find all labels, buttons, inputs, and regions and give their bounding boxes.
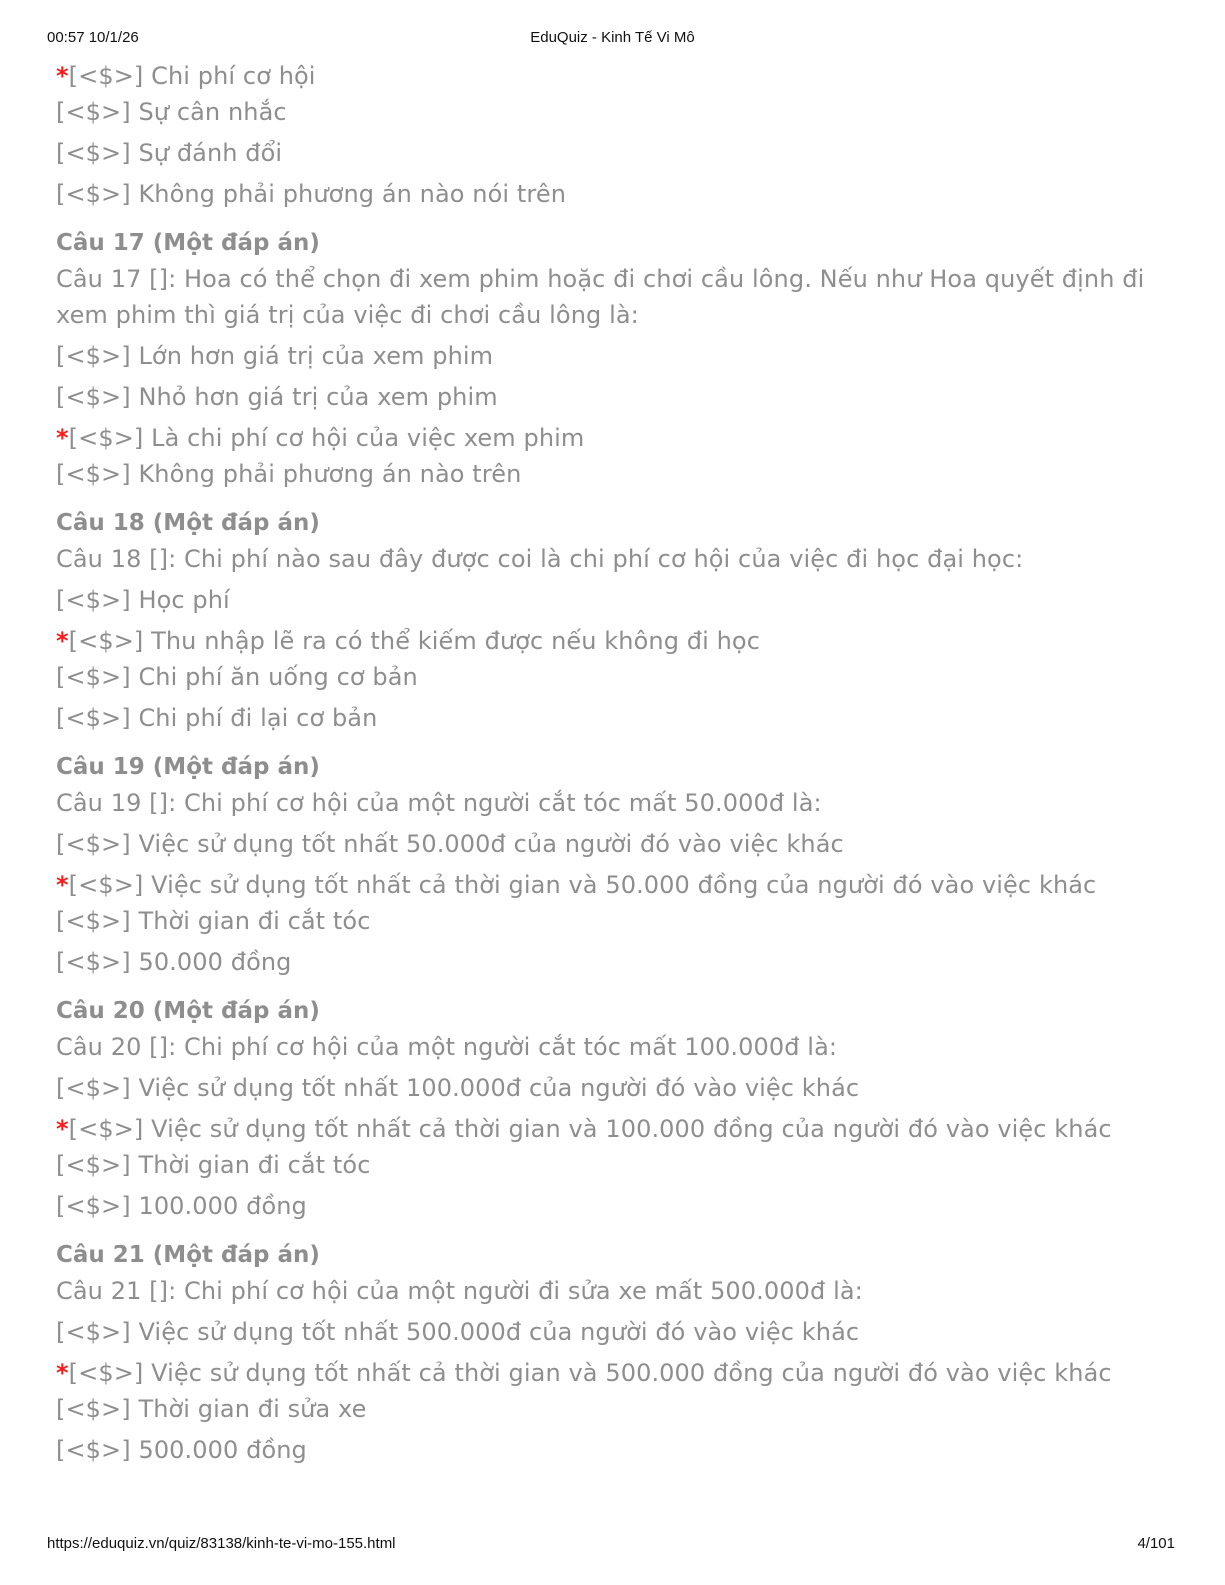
answer-option-text: [<$>] Sự đánh đổi — [56, 139, 283, 167]
answer-option-text: [<$>] Thời gian đi sửa xe — [56, 1395, 367, 1423]
quiz-content — [56, 58, 1176, 1473]
previous-question-options — [56, 58, 1176, 212]
answer-option — [56, 1391, 1176, 1427]
answer-option-text: [<$>] Việc sử dụng tốt nhất cả thời gian và 50.000 đồng của người đó vào việc khác — [68, 871, 1097, 899]
answer-option-text: [<$>] Thời gian đi cắt tóc — [56, 1151, 371, 1179]
question-block — [56, 1237, 1176, 1468]
answer-option — [56, 582, 1176, 618]
answer-option-text: [<$>] Việc sử dụng tốt nhất cả thời gian và 500.000 đồng của người đó vào việc khác — [68, 1359, 1112, 1387]
answer-option — [56, 944, 1176, 980]
question-text: Câu 20 []: Chi phí cơ hội của một người cắt tóc mất 100.000đ là: — [56, 1033, 838, 1061]
question-text: Câu 19 []: Chi phí cơ hội của một người cắt tóc mất 50.000đ là: — [56, 789, 822, 817]
answer-option-text: [<$>] Chi phí đi lại cơ bản — [56, 704, 378, 732]
answer-option — [56, 700, 1176, 736]
answer-option-text: [<$>] Không phải phương án nào nói trên — [56, 180, 567, 208]
question-text: Câu 18 []: Chi phí nào sau đây được coi là chi phí cơ hội của việc đi học đại học: — [56, 545, 1024, 573]
page-number: 4/101 — [1137, 1535, 1175, 1552]
question-heading: Câu 21 (Một đáp án) — [56, 1242, 320, 1268]
answer-option-correct — [56, 1355, 1176, 1391]
answer-option — [56, 338, 1176, 374]
correct-answer-marker: * — [56, 424, 69, 452]
question-text: Câu 17 []: Hoa có thể chọn đi xem phim hoặc đi chơi cầu lông. Nếu như Hoa quyết định đi xem phim thì giá trị của việc đi chơi cầu lông là: — [56, 265, 1145, 329]
correct-answer-marker: * — [56, 627, 69, 655]
page-title: EduQuiz - Kinh Tế Vi Mô — [530, 29, 695, 46]
answer-option-text: [<$>] Việc sử dụng tốt nhất cả thời gian và 100.000 đồng của người đó vào việc khác — [68, 1115, 1112, 1143]
answer-option — [56, 826, 1176, 862]
answer-option-correct — [56, 58, 1176, 94]
correct-answer-marker: * — [56, 1115, 69, 1143]
answer-option — [56, 659, 1176, 695]
answer-option — [56, 1147, 1176, 1183]
answer-option-text: [<$>] Thời gian đi cắt tóc — [56, 907, 371, 935]
answer-option — [56, 1188, 1176, 1224]
answer-option-text: [<$>] Lớn hơn giá trị của xem phim — [56, 342, 494, 370]
answer-option — [56, 1314, 1176, 1350]
print-datetime: 00:57 10/1/26 — [47, 29, 139, 46]
correct-answer-marker: * — [56, 1359, 69, 1387]
answer-option-text: [<$>] 100.000 đồng — [56, 1192, 307, 1220]
answer-option-correct — [56, 623, 1176, 659]
answer-option-text: [<$>] Việc sử dụng tốt nhất 50.000đ của người đó vào việc khác — [56, 830, 844, 858]
page-url[interactable]: https://eduquiz.vn/quiz/83138/kinh-te-vi-mo-155.html — [47, 1535, 396, 1552]
answer-option-text: [<$>] 50.000 đồng — [56, 948, 292, 976]
answer-option-text: [<$>] Học phí — [56, 586, 230, 614]
question-heading: Câu 17 (Một đáp án) — [56, 230, 320, 256]
answer-option — [56, 903, 1176, 939]
answer-option-text: [<$>] Chi phí ăn uống cơ bản — [56, 663, 418, 691]
answer-option — [56, 456, 1176, 492]
answer-option — [56, 1070, 1176, 1106]
answer-option — [56, 135, 1176, 171]
question-block — [56, 505, 1176, 736]
question-heading: Câu 20 (Một đáp án) — [56, 998, 320, 1024]
correct-answer-marker: * — [56, 871, 69, 899]
question-heading: Câu 18 (Một đáp án) — [56, 510, 320, 536]
answer-option-text: [<$>] Là chi phí cơ hội của việc xem phim — [68, 424, 585, 452]
answer-option-text: [<$>] Không phải phương án nào trên — [56, 460, 522, 488]
question-block — [56, 993, 1176, 1224]
question-list — [56, 225, 1176, 1468]
answer-option-text: [<$>] Nhỏ hơn giá trị của xem phim — [56, 383, 498, 411]
answer-option — [56, 176, 1176, 212]
correct-answer-marker: * — [56, 62, 69, 90]
answer-option — [56, 1432, 1176, 1468]
answer-option — [56, 379, 1176, 415]
question-block — [56, 225, 1176, 492]
answer-option-text: [<$>] Việc sử dụng tốt nhất 100.000đ của người đó vào việc khác — [56, 1074, 860, 1102]
answer-option-correct — [56, 867, 1176, 903]
answer-option-text: [<$>] Sự cân nhắc — [56, 98, 287, 126]
question-text: Câu 21 []: Chi phí cơ hội của một người đi sửa xe mất 500.000đ là: — [56, 1277, 863, 1305]
answer-option-text: [<$>] Thu nhập lẽ ra có thể kiếm được nếu không đi học — [68, 627, 760, 655]
answer-option-correct — [56, 420, 1176, 456]
question-block — [56, 749, 1176, 980]
answer-option — [56, 94, 1176, 130]
answer-option-text: [<$>] Việc sử dụng tốt nhất 500.000đ của người đó vào việc khác — [56, 1318, 860, 1346]
question-heading: Câu 19 (Một đáp án) — [56, 754, 320, 780]
answer-option-text: [<$>] Chi phí cơ hội — [68, 62, 316, 90]
answer-option-correct — [56, 1111, 1176, 1147]
answer-option-text: [<$>] 500.000 đồng — [56, 1436, 307, 1464]
